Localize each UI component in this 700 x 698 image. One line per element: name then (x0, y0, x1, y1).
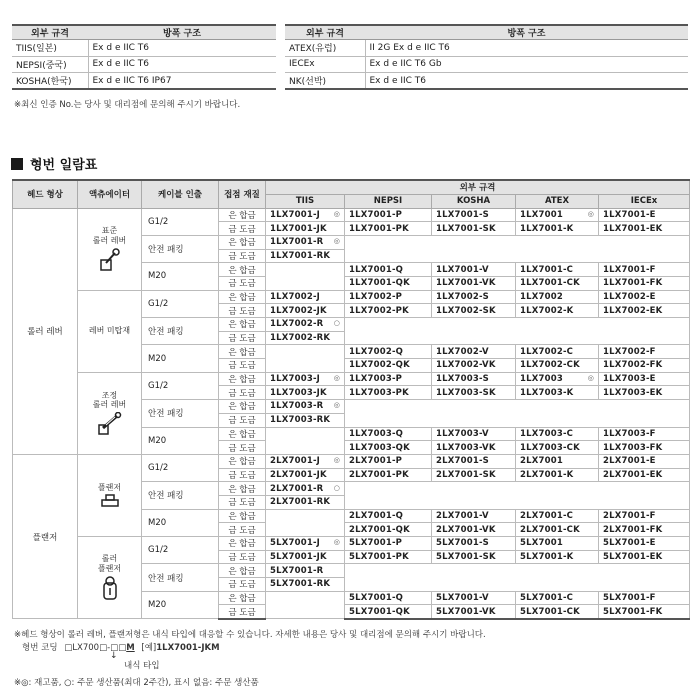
model-cell (266, 318, 345, 332)
model-cell (266, 400, 345, 414)
model-cell: 5LX7001-JK (266, 550, 345, 564)
stock-mark-icon: ◎ (333, 538, 340, 547)
model-code: 1LX7003 (520, 374, 563, 385)
contact-gold: 금 도금 (219, 222, 266, 236)
model-cell: 2LX7001-CK (516, 523, 599, 537)
model-cell: 2LX7001-Q (345, 509, 432, 523)
model-cell: 1LX7002 (516, 290, 599, 304)
standard-row (12, 73, 276, 90)
cable-safety-packing: 안전 패킹 (142, 318, 219, 345)
actuator-standard-roller-icon (78, 248, 141, 272)
model-cell: 1LX7003-PK (345, 386, 432, 400)
header-actuator: 액츄에이터 (78, 180, 142, 208)
model-cell: 2LX7001-S (432, 454, 516, 468)
model-code: 1LX7001-R (270, 237, 324, 248)
model-cell: 5LX7001-VK (432, 605, 516, 619)
model-cell: 1LX7001-VK (432, 276, 516, 290)
model-cell: 1LX7001-S (432, 208, 516, 222)
model-cell: 1LX7002-Q (345, 345, 432, 359)
model-cell: 1LX7002-K (516, 304, 599, 318)
contact-silver: 은 합금 (219, 509, 266, 523)
model-cell: 1LX7003-RK (266, 413, 345, 427)
actuator-label: 레버 미탑재 (88, 326, 131, 336)
actuator-label: 롤러 플랜저 (97, 553, 122, 573)
standards-table-left (12, 24, 276, 90)
header-atex: ATEX (516, 194, 599, 208)
model-cell: 2LX7001-FK (599, 523, 690, 537)
actuator-lever-fine (78, 290, 142, 372)
code-label: 형번 코딩 (22, 643, 58, 653)
head-plunger: 플랜저 (13, 454, 78, 618)
standard-name: ATEX(유럽) (285, 40, 365, 57)
contact-silver: 은 합금 (219, 482, 266, 496)
model-cell: 1LX7001-P (345, 208, 432, 222)
cable-m20: M20 (142, 345, 219, 372)
model-cell: 1LX7003-EK (599, 386, 690, 400)
header-cable: 케이블 인출 (142, 180, 219, 208)
actuator-label: 조정 롤러 레버 (92, 390, 127, 410)
contact-silver: 은 합금 (219, 564, 266, 578)
cable-g12: G1/2 (142, 208, 219, 235)
stock-mark-icon: ◎ (333, 237, 340, 246)
cable-g12: G1/2 (142, 537, 219, 564)
stock-mark-icon: ○ (333, 483, 340, 492)
protection-type: Ex d e IIC T6 (88, 40, 276, 57)
model-cell: 5LX7001-S (432, 537, 516, 551)
model-cell: 5LX7001-FK (599, 605, 690, 619)
model-cell: 5LX7001 (516, 537, 599, 551)
model-cell (266, 537, 345, 551)
col-protection: 방폭 구조 (88, 25, 276, 40)
model-cell (266, 372, 345, 386)
header-contact: 접점 재질 (219, 180, 266, 208)
standard-row (12, 40, 276, 57)
stock-mark-icon: ◎ (333, 456, 340, 465)
model-cell: 1LX7002-F (599, 345, 690, 359)
contact-silver: 은 합금 (219, 345, 266, 359)
model-cell: 5LX7001-RK (266, 578, 345, 592)
empty-cell (266, 345, 345, 372)
model-code: 1LX7003-J (270, 374, 321, 385)
col-standard: 외부 규격 (285, 25, 365, 40)
model-code: 1LX7001-J (270, 209, 321, 220)
arrow-label: 내식 타입 (124, 661, 160, 671)
model-cell: 1LX7003-CK (516, 441, 599, 455)
model-cell: 2LX7001-VK (432, 523, 516, 537)
model-cell: 1LX7001-E (599, 208, 690, 222)
model-code: 5LX7001-J (270, 538, 321, 549)
model-cell: 1LX7003-Q (345, 427, 432, 441)
model-cell: 1LX7001-EK (599, 222, 690, 236)
empty-cell (345, 482, 690, 509)
section-square-icon (11, 158, 23, 170)
model-cell: 1LX7002-RK (266, 331, 345, 345)
table-row (13, 290, 690, 304)
stock-mark-icon: ◎ (333, 209, 340, 218)
contact-silver: 은 합금 (219, 591, 266, 605)
contact-gold: 금 도금 (219, 468, 266, 482)
actuator-standard-roller (78, 208, 142, 290)
model-cell: 1LX7002-QK (345, 359, 432, 373)
protection-type: Ex d e IIC T6 (88, 56, 276, 73)
contact-gold: 금 도금 (219, 304, 266, 318)
cable-m20: M20 (142, 509, 219, 536)
model-cell: 1LX7003-SK (432, 386, 516, 400)
cable-g12: G1/2 (142, 372, 219, 399)
contact-gold: 금 도금 (219, 359, 266, 373)
cable-g12: G1/2 (142, 290, 219, 317)
model-cell: 1LX7003-FK (599, 441, 690, 455)
stock-mark-icon: ○ (333, 319, 340, 328)
contact-silver: 은 합금 (219, 427, 266, 441)
model-cell: 1LX7002-V (432, 345, 516, 359)
model-cell: 2LX7001-RK (266, 495, 345, 509)
actuator-roller-plunger (78, 537, 142, 619)
table-row (13, 208, 690, 222)
contact-gold: 금 도금 (219, 578, 266, 592)
cable-safety-packing: 안전 패킹 (142, 482, 219, 509)
header-kosha: KOSHA (432, 194, 516, 208)
model-cell: 2LX7001-EK (599, 468, 690, 482)
model-cell: 5LX7001-Q (345, 591, 432, 605)
model-cell: 1LX7001-QK (345, 276, 432, 290)
stock-mark-icon: ◎ (333, 374, 340, 383)
model-cell: 5LX7001-SK (432, 550, 516, 564)
model-cell: 1LX7001-FK (599, 276, 690, 290)
contact-gold: 금 도금 (219, 249, 266, 263)
standard-name: TIIS(일본) (12, 40, 88, 57)
header-head-shape: 헤드 형상 (13, 180, 78, 208)
model-cell: 1LX7001-Q (345, 263, 432, 277)
empty-cell (266, 263, 345, 290)
standard-name: NEPSI(중국) (12, 56, 88, 73)
model-table (12, 179, 690, 620)
model-cell: 1LX7003-JK (266, 386, 345, 400)
header-tiis: TIIS (266, 194, 345, 208)
model-cell (266, 454, 345, 468)
model-code: 2LX7001-J (270, 456, 321, 467)
stock-mark-icon: ◎ (587, 209, 594, 218)
model-cell: 1LX7001-CK (516, 276, 599, 290)
model-cell (266, 208, 345, 222)
model-cell: 1LX7001-RK (266, 249, 345, 263)
model-cell: 1LX7002-S (432, 290, 516, 304)
standard-row (285, 56, 688, 73)
empty-cell (266, 427, 345, 454)
model-cell: 5LX7001-CK (516, 605, 599, 619)
empty-cell (345, 564, 690, 591)
code-example-prefix: [예] (141, 643, 157, 653)
header-standard: 외부 규격 (266, 180, 690, 194)
contact-silver: 은 합금 (219, 372, 266, 386)
model-cell: 5LX7001-QK (345, 605, 432, 619)
contact-silver: 은 합금 (219, 318, 266, 332)
model-cell: 2LX7001-F (599, 509, 690, 523)
model-cell (516, 208, 599, 222)
model-cell: 1LX7002-VK (432, 359, 516, 373)
header-iecex: IECEx (599, 194, 690, 208)
model-cell: 1LX7003-V (432, 427, 516, 441)
standard-name: NK(선박) (285, 73, 365, 90)
cable-safety-packing: 안전 패킹 (142, 564, 219, 591)
model-cell: 1LX7002-E (599, 290, 690, 304)
model-cell: 5LX7001-C (516, 591, 599, 605)
model-cell: 1LX7001-SK (432, 222, 516, 236)
model-cell: 5LX7001-R (266, 564, 345, 578)
standard-row (12, 56, 276, 73)
actuator-plunger-icon (78, 494, 141, 508)
note-certification: ※최신 인증 No.는 당사 및 대리점에 문의해 주시기 바랍니다. (14, 100, 241, 110)
model-cell: 5LX7001-F (599, 591, 690, 605)
code-m-suffix: M (126, 643, 135, 653)
cable-safety-packing: 안전 패킹 (142, 235, 219, 262)
model-code: 1LX7003-R (270, 401, 324, 412)
model-cell: 2LX7001-PK (345, 468, 432, 482)
model-cell (516, 372, 599, 386)
model-cell: 1LX7001-V (432, 263, 516, 277)
stock-mark-icon: ◎ (333, 401, 340, 410)
model-cell: 1LX7003-P (345, 372, 432, 386)
code-example: 1LX7001-JKM (156, 643, 220, 653)
model-cell: 5LX7001-V (432, 591, 516, 605)
model-cell: 1LX7001-K (516, 222, 599, 236)
model-cell: 1LX7003-C (516, 427, 599, 441)
model-cell: 1LX7002-EK (599, 304, 690, 318)
actuator-label: 표준 롤러 레버 (92, 226, 127, 246)
protection-type: Ex d e IIC T6 IP67 (88, 73, 276, 90)
model-cell: 1LX7002-J (266, 290, 345, 304)
stock-mark-icon: ◎ (587, 374, 594, 383)
protection-type: Ex d e IIC T6 (365, 73, 688, 90)
actuator-adjust-roller-icon (78, 412, 141, 436)
col-standard: 외부 규격 (12, 25, 88, 40)
contact-gold: 금 도금 (219, 386, 266, 400)
model-cell: 5LX7001-K (516, 550, 599, 564)
arrow-down-icon: ↓ (110, 651, 118, 661)
contact-gold: 금 도금 (219, 605, 266, 619)
col-protection: 방폭 구조 (365, 25, 688, 40)
model-cell: 1LX7001-JK (266, 222, 345, 236)
model-cell: 1LX7003-K (516, 386, 599, 400)
actuator-label: 플랜저 (97, 482, 122, 492)
model-cell: 2LX7001-V (432, 509, 516, 523)
actuator-plunger (78, 454, 142, 536)
contact-gold: 금 도금 (219, 495, 266, 509)
contact-silver: 은 합금 (219, 235, 266, 249)
model-cell: 2LX7001-JK (266, 468, 345, 482)
section-heading (11, 154, 97, 173)
contact-silver: 은 합금 (219, 208, 266, 222)
cable-g12: G1/2 (142, 454, 219, 481)
footnote-legend: ※◎: 재고품, ○: 주문 생산품(최대 2주간), 표시 없음: 주문 생산품 (14, 678, 259, 688)
model-cell (266, 235, 345, 249)
table-row (13, 537, 690, 551)
protection-type: Ex d e IIC T6 Gb (365, 56, 688, 73)
model-cell: 5LX7001-PK (345, 550, 432, 564)
empty-cell (345, 400, 690, 427)
contact-silver: 은 합금 (219, 263, 266, 277)
actuator-adjust-roller (78, 372, 142, 454)
contact-gold: 금 도금 (219, 331, 266, 345)
table-row (13, 454, 690, 468)
model-cell: 1LX7002-PK (345, 304, 432, 318)
standards-table-right (285, 24, 688, 90)
model-cell: 1LX7001-PK (345, 222, 432, 236)
model-cell: 2LX7001-P (345, 454, 432, 468)
model-cell: 2LX7001-C (516, 509, 599, 523)
code-pattern: □LX700□-□□ (64, 643, 127, 653)
section-title: 형번 일람표 (30, 158, 98, 173)
contact-gold: 금 도금 (219, 413, 266, 427)
model-cell: 1LX7002-FK (599, 359, 690, 373)
model-cell: 2LX7001-K (516, 468, 599, 482)
contact-gold: 금 도금 (219, 523, 266, 537)
contact-gold: 금 도금 (219, 441, 266, 455)
model-cell: 5LX7001-EK (599, 550, 690, 564)
model-cell: 5LX7001-E (599, 537, 690, 551)
empty-cell (266, 591, 345, 618)
model-cell: 1LX7002-SK (432, 304, 516, 318)
contact-silver: 은 합금 (219, 400, 266, 414)
model-code: 1LX7002-R (270, 319, 324, 330)
footnote-code (22, 641, 220, 653)
contact-gold: 금 도금 (219, 276, 266, 290)
empty-cell (266, 509, 345, 536)
model-cell: 1LX7002-C (516, 345, 599, 359)
empty-cell (345, 235, 690, 262)
actuator-roller-plunger-icon (78, 575, 141, 601)
contact-silver: 은 합금 (219, 454, 266, 468)
model-cell: 5LX7001-P (345, 537, 432, 551)
cable-safety-packing: 안전 패킹 (142, 400, 219, 427)
standard-row (285, 40, 688, 57)
footnote-corrosion: ※헤드 형상이 롤러 레버, 플랜저형은 내식 타입에 대응할 수 있습니다. 자세한 내용은 당사 및 대리점에 문의해 주시기 바랍니다. (14, 630, 486, 640)
header-nepsi: NEPSI (345, 194, 432, 208)
contact-silver: 은 합금 (219, 290, 266, 304)
model-cell: 1LX7002-CK (516, 359, 599, 373)
standard-name: IECEx (285, 56, 365, 73)
cable-m20: M20 (142, 427, 219, 454)
model-cell: 1LX7001-F (599, 263, 690, 277)
model-cell: 2LX7001-SK (432, 468, 516, 482)
head-roller-lever: 롤러 레버 (13, 208, 78, 454)
table-row (13, 372, 690, 386)
model-cell: 1LX7003-QK (345, 441, 432, 455)
empty-cell (345, 318, 690, 345)
model-code: 1LX7001 (520, 209, 563, 220)
model-cell: 2LX7001-E (599, 454, 690, 468)
model-cell: 2LX7001-QK (345, 523, 432, 537)
model-cell: 1LX7002-P (345, 290, 432, 304)
contact-gold: 금 도금 (219, 550, 266, 564)
standard-name: KOSHA(한국) (12, 73, 88, 90)
model-cell: 1LX7003-VK (432, 441, 516, 455)
standard-row (285, 73, 688, 90)
model-cell (266, 482, 345, 496)
model-cell: 1LX7003-F (599, 427, 690, 441)
cable-m20: M20 (142, 263, 219, 290)
model-cell: 1LX7003-E (599, 372, 690, 386)
model-cell: 1LX7001-C (516, 263, 599, 277)
model-cell: 1LX7002-JK (266, 304, 345, 318)
model-cell: 2LX7001 (516, 454, 599, 468)
contact-silver: 은 합금 (219, 537, 266, 551)
protection-type: II 2G Ex d e IIC T6 (365, 40, 688, 57)
model-cell: 1LX7003-S (432, 372, 516, 386)
model-code: 2LX7001-R (270, 483, 324, 494)
cable-m20: M20 (142, 591, 219, 618)
